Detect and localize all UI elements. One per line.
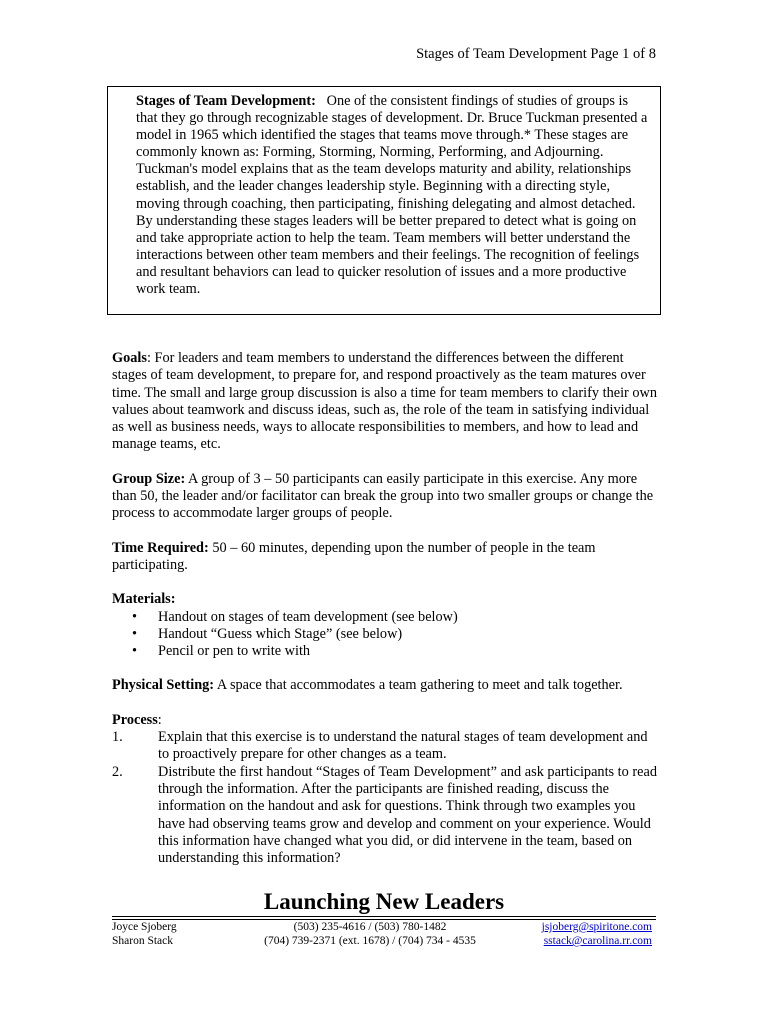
list-item: 1. Explain that this exercise is to understand the natural stages of team development and to proactively prepare for other changes as a team. — [112, 729, 648, 763]
materials-label: Materials: — [112, 591, 176, 608]
footer-divider — [112, 916, 656, 917]
group-size-label: Group Size: — [112, 470, 186, 487]
intro-text: One of the consistent findings of studies of groups is that they go through recognizable stages of development. Dr. Bruce Tuckman presented a model in 1965 which identified the stages that teams move through.* These stages are commonly known as: Forming, Storming, Norming, Performing, and Adjourning. Tuckman's model explains that as the team develops maturity and ability, relationships establish, and the leader changes leadership style. Beginning with a directing style, moving through coaching, then participating, finishing delegating and almost detached. By understanding these stages leaders will be better prepared to detect what is going on and take appropriate action to help the team. Team members will better understand the interactions between other team members and their feelings. The recognition of feelings and resultant behaviors can lead to quicker resolution of issues and a more productive work team. — [136, 93, 648, 298]
footer-title: Launching New Leaders — [263, 889, 505, 914]
intro-box — [107, 86, 661, 315]
page-header: Stages of Team Development Page 1 of 8 — [416, 46, 656, 62]
process-section: Process: 1. Explain that this exercise is to understand the natural stages of team development and to proactively prepare for other changes as a team. 2. Distribute the first handout “Stages of Team Development” and ask participants to read through the information. After the participants are finished reading, discuss the information on the handout and ask for questions. Think through two examples you have had observing teams grow and develop and comment on your experience. Would this information have changed what you did, or did intervene in the team, based on understanding this information? — [112, 712, 660, 868]
goals-section — [112, 350, 660, 454]
contact-email-link[interactable]: jsjoberg@spiritone.com — [541, 921, 652, 933]
contact-phone: (503) 235-4616 / (503) 780-1482 — [293, 921, 447, 933]
goals-text: : For leaders and team members to understand the differences between the different stages of team development, to prepare for, and respond proactively as the team matures over time. The small and large group discussion is also a time for team members to clarify their own values about teamwork and discuss ideas, such as, the role of the team in satisfying individual as well as business needs, ways to allocate responsibilities to members, and how to lead and manage teams, etc. — [112, 350, 658, 453]
process-label: Process — [112, 711, 158, 728]
group-size-section — [112, 471, 660, 523]
document-body — [112, 350, 660, 867]
physical-setting-text: A space that accommodates a team gathering to meet and talk together. — [214, 677, 623, 694]
group-size-text: A group of 3 – 50 participants can easily participate in this exercise. Any more than 50, the leader and/or facilitator can break the group into two smaller groups or change the process to accommodate larger groups of people. — [112, 470, 654, 522]
contact-name: Joyce Sjoberg — [112, 921, 177, 933]
process-steps — [112, 729, 660, 867]
contact-email-link[interactable]: sstack@carolina.rr.com — [543, 935, 652, 947]
contact-phone: (704) 739-2371 (ext. 1678) / (704) 734 - 4535 — [264, 935, 476, 947]
physical-setting-label: Physical Setting: — [112, 677, 215, 694]
physical-setting-section — [112, 677, 660, 694]
intro-heading: Stages of Team Development: — [136, 93, 316, 109]
list-item: • Handout on stages of team development (see below) — [132, 608, 458, 625]
bullet-icon: • — [132, 608, 138, 625]
materials-section — [112, 591, 660, 660]
materials-list — [112, 609, 660, 661]
time-required-text: 50 – 60 minutes, depending upon the number of people in the team participating. — [112, 539, 596, 573]
contact-name: Sharon Stack — [112, 935, 174, 947]
time-required-label: Time Required: — [112, 539, 209, 556]
list-item: • Handout “Guess which Stage” (see below) — [132, 625, 403, 642]
goals-label: Goals — [112, 350, 147, 366]
bullet-icon: • — [132, 625, 138, 642]
list-item: 2. Distribute the first handout “Stages of Team Development” and ask participants to read through the information. After the participants are finished reading, discuss the information on the handout and ask for questions. Think through two examples you have had observing teams grow and develop and comment on your experience. Would this information have changed what you did, or did intervene in the team, based on understanding this information? — [112, 763, 657, 867]
bullet-icon: • — [132, 643, 138, 660]
time-required-section — [112, 540, 660, 575]
list-item: • Pencil or pen to write with — [132, 643, 311, 660]
